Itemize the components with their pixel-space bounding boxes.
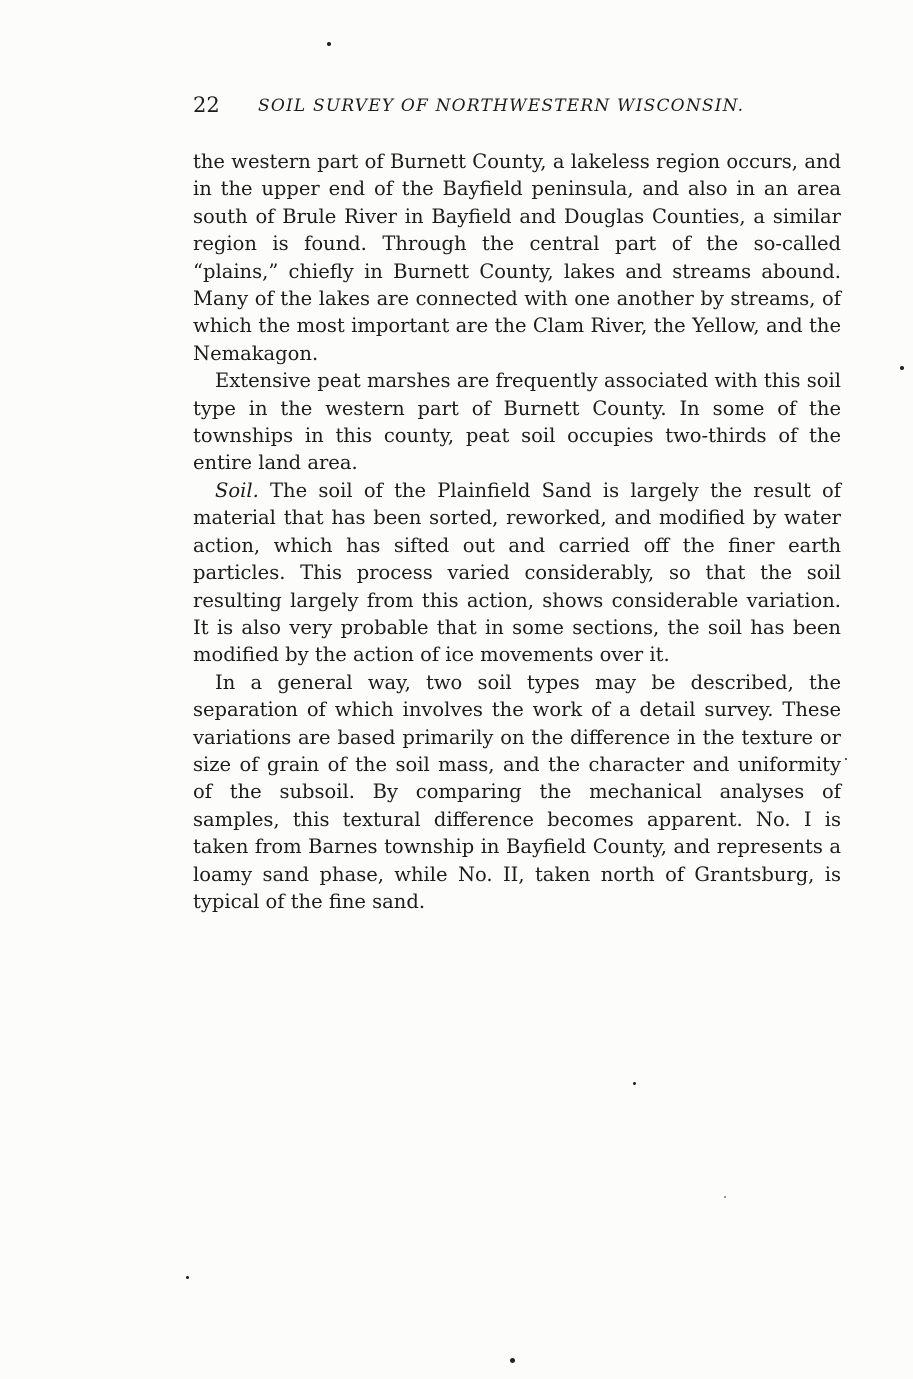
paragraph-soil-run-in-heading: Soil.	[215, 478, 259, 502]
scan-speck	[186, 1276, 189, 1279]
scan-speck	[724, 1196, 726, 1198]
paragraph-peat-marshes: Extensive peat marshes are frequently associated with this soil type in the western part of Burnett County. In some of the townships in this county, peat soil occupies two-thirds of the entire land area.	[193, 369, 841, 475]
body-text	[193, 148, 841, 915]
paragraph-soil-text: The soil of the Plainfield Sand is largely the result of material that has been sorted, reworked, and modified by water action, which has sifted out and carried off the finer earth particles. This process varied considerably, so that the soil resulting largely from this action, shows considerable variation. It is also very probable that in some sections, the soil has been modified by the action of ice movements over it.	[193, 478, 841, 667]
scan-speck	[845, 758, 847, 760]
scan-speck	[900, 366, 904, 370]
paragraph-soil-types: In a general way, two soil types may be described, the separation of which involves the work of a detail survey. These variations are based primarily on the difference in the texture or size of grain of the soil mass, and the character and uniformity of the subsoil. By comparing the mechanical analyses of samples, this textural difference becomes apparent. No. I is taken from Barnes township in Bayfield County, and represents a loamy sand phase, while No. II, taken north of Grantsburg, is typical of the fine sand.	[193, 670, 841, 913]
running-head	[193, 90, 843, 124]
running-title: SOIL SURVEY OF NORTHWESTERN WISCONSIN.	[258, 96, 745, 116]
scan-speck	[327, 42, 331, 46]
page-number: 22	[193, 93, 220, 117]
scan-speck	[633, 1082, 636, 1085]
scan-speck	[510, 1358, 515, 1363]
paragraph-lakeless-region: the western part of Burnett County, a lakeless region occurs, and in the upper end of the Bayfield peninsula, and also in an area south of Brule River in Bayfield and Douglas Counties, a similar region is found. Through the central part of the so-called “plains,” chiefly in Burnett County, lakes and streams abound. Many of the lakes are connected with one another by streams, of which the most important are the Clam River, the Yellow, and the Nemakagon.	[193, 150, 841, 365]
paragraph-soil	[193, 477, 841, 669]
